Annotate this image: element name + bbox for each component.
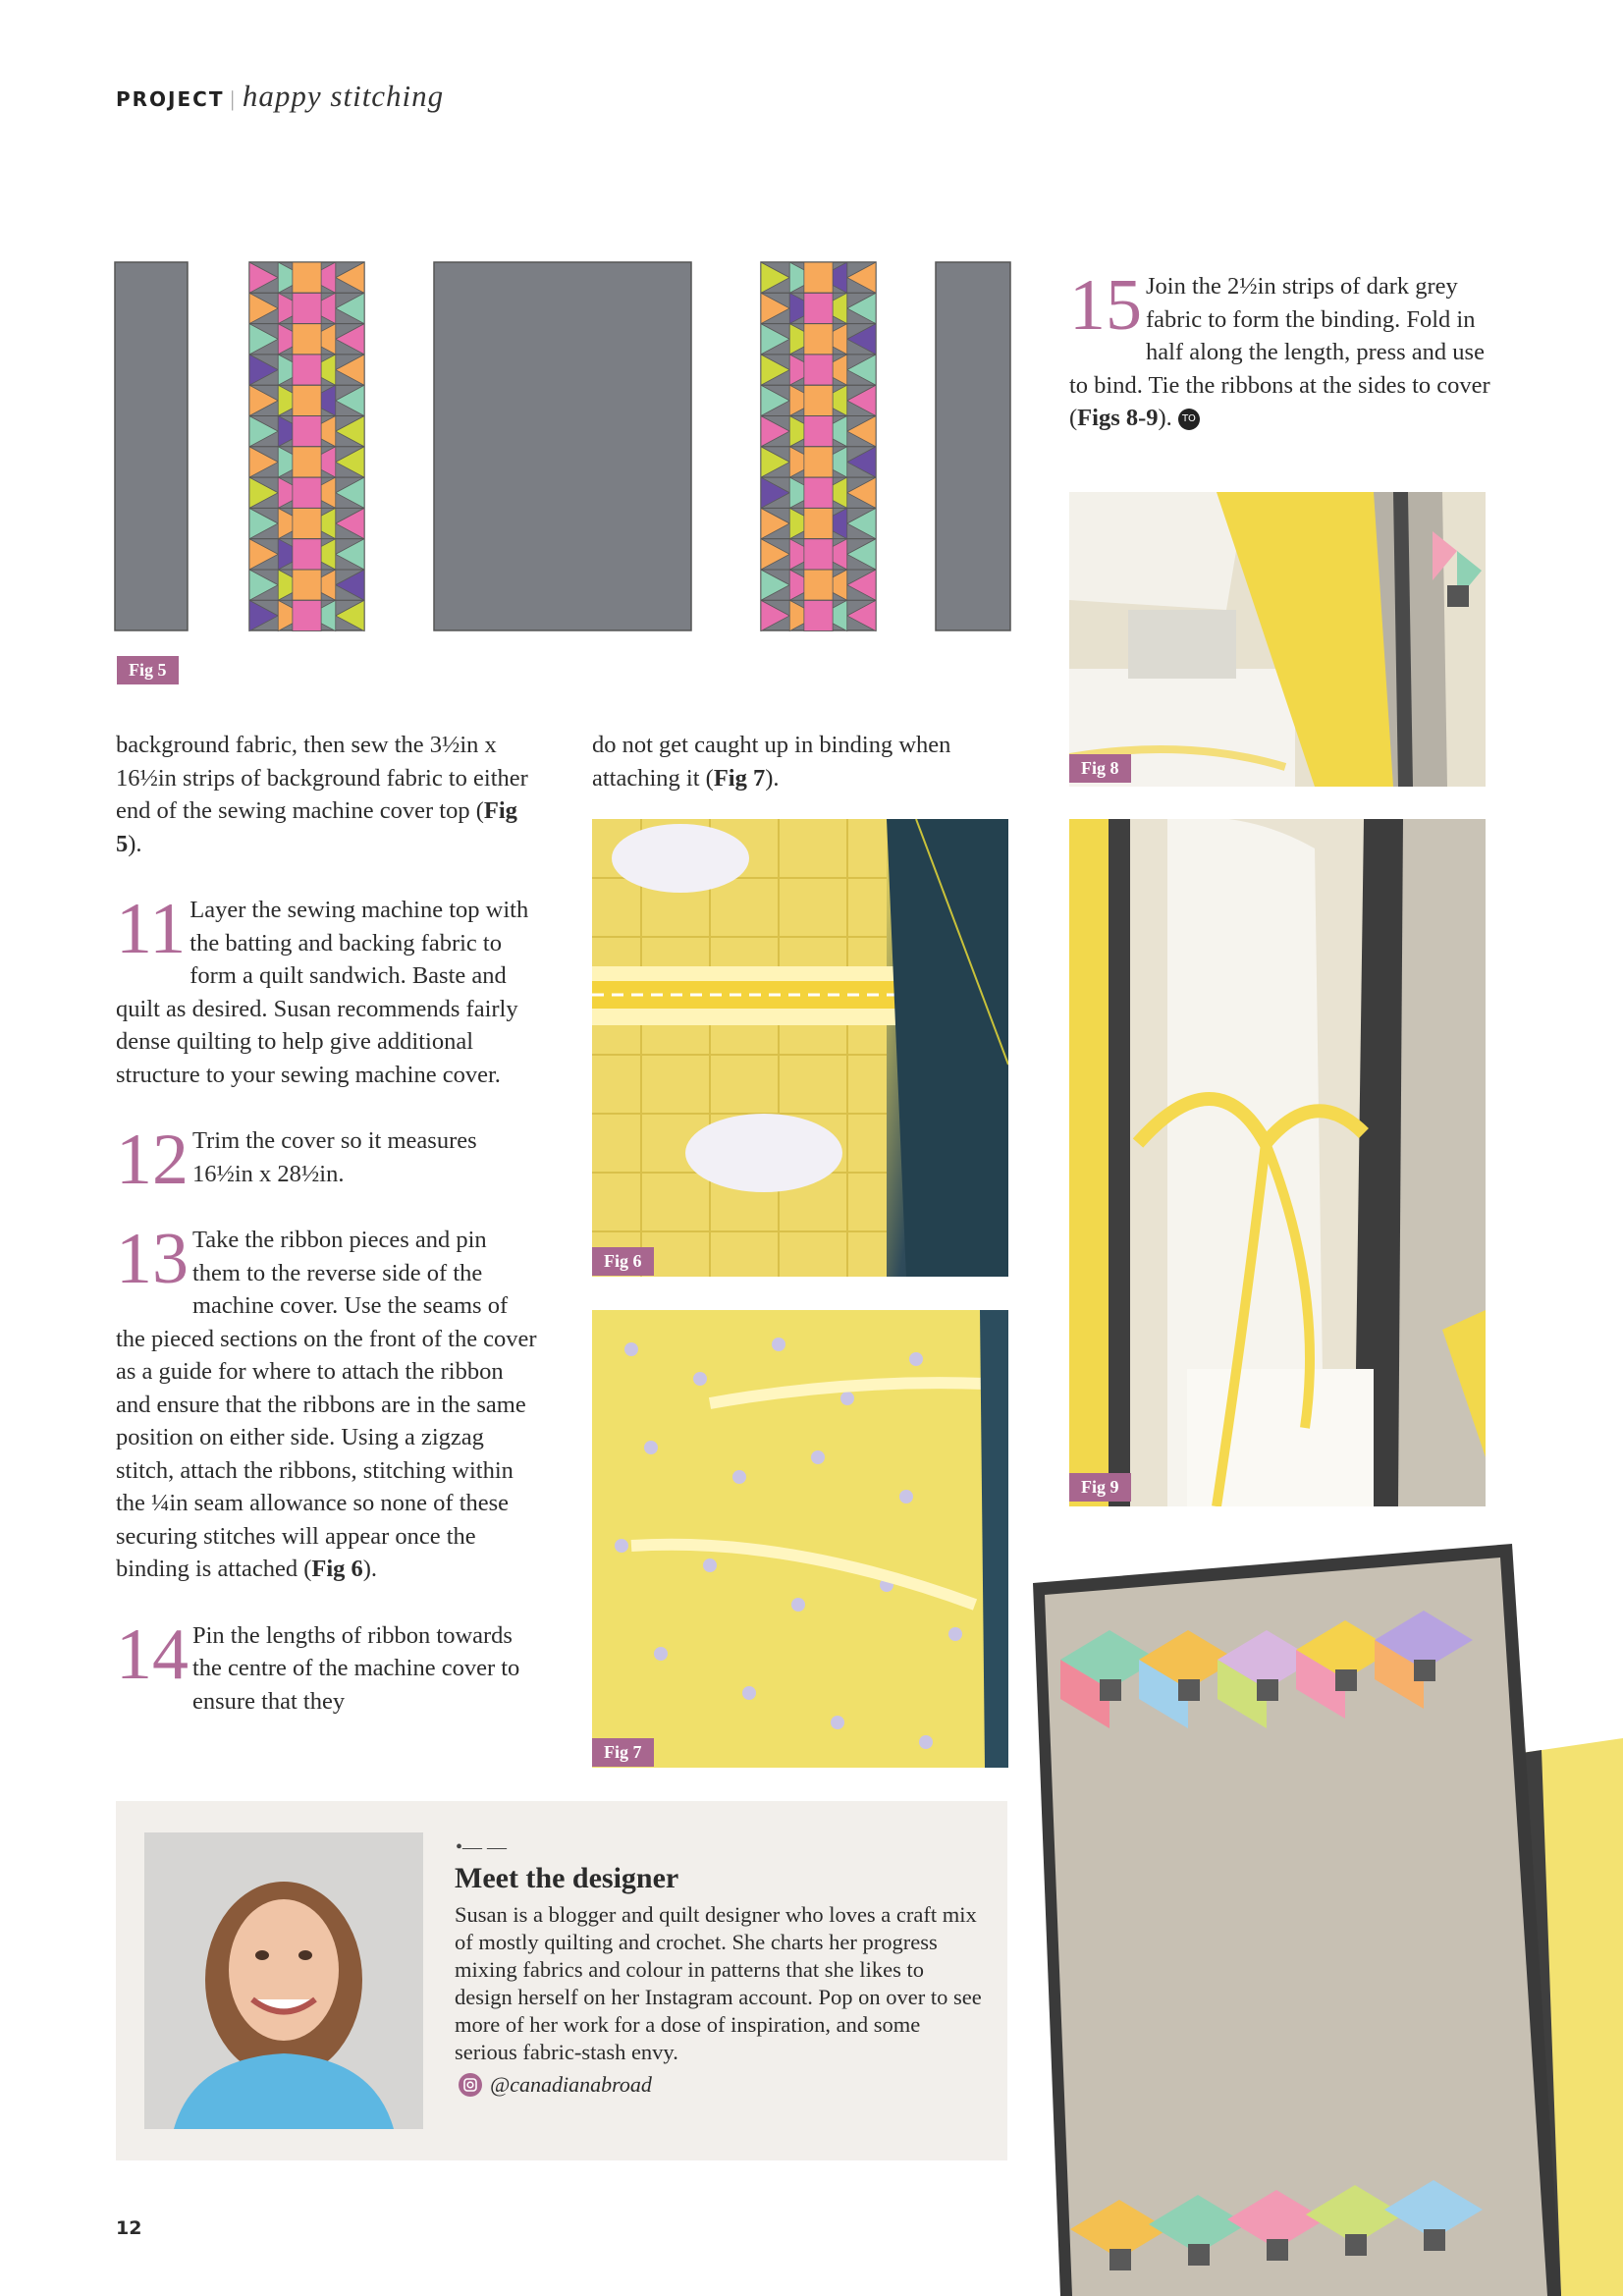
header-separator: | [230,86,237,111]
fig8-illustration [1069,492,1486,787]
section-title: happy stitching [242,79,445,113]
strip-patch [293,385,321,415]
strip-patch [293,447,321,477]
instagram-icon [459,2073,482,2097]
portrait-illustration [144,1832,423,2129]
center-panel [434,262,691,630]
strip-patch [293,415,321,446]
strip-patch [804,262,833,293]
fig9-label: Fig 9 [1069,1473,1131,1502]
strip-patch [804,385,833,415]
step-number: 12 [116,1120,189,1200]
strip-patch [293,508,321,538]
step-intro: background fabric, then sew the 3½in x 16½in strips of background fabric to either end of the sewing machine cover top (Fig 5). [116,732,528,857]
step-15: 15 Join the 2½in strips of dark grey fabric to form the binding. Fold in half along the length, press and use to bind. Tie the ribbons at the sides to cover (Figs 8-9). TO [1069,265,1490,431]
fig6-label: Fig 6 [592,1247,654,1276]
strip-patch [804,447,833,477]
strip-patch [804,324,833,355]
step-12: 12 Trim the cover so it measures 16½in x 28½in. [116,1120,477,1200]
designer-portrait [144,1832,423,2129]
fig8-photo [1069,492,1486,787]
strip-patch [804,355,833,385]
fig7-photo [592,1310,1008,1768]
page-header [116,79,444,114]
strip-patch [804,477,833,508]
fig7-label: Fig 7 [592,1738,654,1767]
fig9-photo [1069,819,1486,1506]
fig7-illustration [592,1310,1008,1768]
fig9-illustration [1069,819,1486,1506]
strip-patch [293,477,321,508]
strip-patch [293,570,321,600]
strip-patch [804,508,833,538]
fig5-diagram [114,261,1013,632]
step-14-continued: do not get caught up in binding when attaching it (Fig 7). [592,732,951,792]
designer-box [116,1801,1007,2160]
left-side-strip [115,262,188,630]
left-column [116,729,538,1718]
finished-cover-illustration [1031,1532,1623,2296]
strip-patch [804,415,833,446]
designer-info [455,1862,985,2098]
right-column-text [1069,265,1501,435]
strip-patch [293,324,321,355]
strip-patch [293,355,321,385]
step-number: 14 [116,1613,189,1695]
step-number: 11 [116,889,187,969]
divider-mark: •— — [456,1836,508,1858]
fig5-label: Fig 5 [117,656,179,684]
strip-patch [293,293,321,323]
strip-patch [804,539,833,570]
fig8-label: Fig 8 [1069,754,1131,783]
designer-title: Meet the designer [455,1862,679,1894]
strip-patch [293,262,321,293]
step-14: 14 Pin the lengths of ribbon towards the centre of the machine cover to ensure that they [116,1613,520,1715]
right-side-strip [936,262,1010,630]
designer-handle-row [455,2072,985,2098]
step-number: 13 [116,1219,189,1299]
instagram-handle[interactable]: @canadianabroad [490,2072,652,2097]
section-label: PROJECT [116,87,225,111]
strip-patch [804,293,833,323]
fig6-illustration [592,819,1008,1277]
strip-patch [804,570,833,600]
designer-bio: Susan is a blogger and quilt designer who loves a craft mix of mostly quilting and crochet. She charts her progress mixing fabrics and colour in patterns that she likes to design herself on her Instagram account. Pop on over to see more of her work for a dose of inspiration, and some serious fabric-stash envy. [455,1902,982,2064]
strip-patch [804,600,833,630]
strip-patch [293,600,321,630]
middle-column-text [592,729,1014,794]
finished-cover-photo [1031,1532,1623,2296]
step-number: 15 [1069,265,1142,346]
page-number: 12 [116,2217,142,2239]
step-11: 11 Layer the sewing machine top with the batting and backing fabric to form a quilt sandwich. Baste and quilt as desired. Susan recommends fairly dense quilting to help give additional structure to your sewing machine cover. [116,889,529,1088]
strip-patch [293,539,321,570]
step-13: 13 Take the ribbon pieces and pin them to the reverse side of the machine cover. Use the seams of the pieced sections on the front of the cover as a guide for where to attach the ribbon and ensure that the ribbons are in the same position on either side. Using a zigzag stitch, attach the ribbons, stitching within the ¼in seam allowance so none of these securing stitches will appear once the binding is attached (Fig 6). [116,1219,537,1582]
end-mark-icon: TO [1178,409,1200,430]
fig6-photo [592,819,1008,1277]
